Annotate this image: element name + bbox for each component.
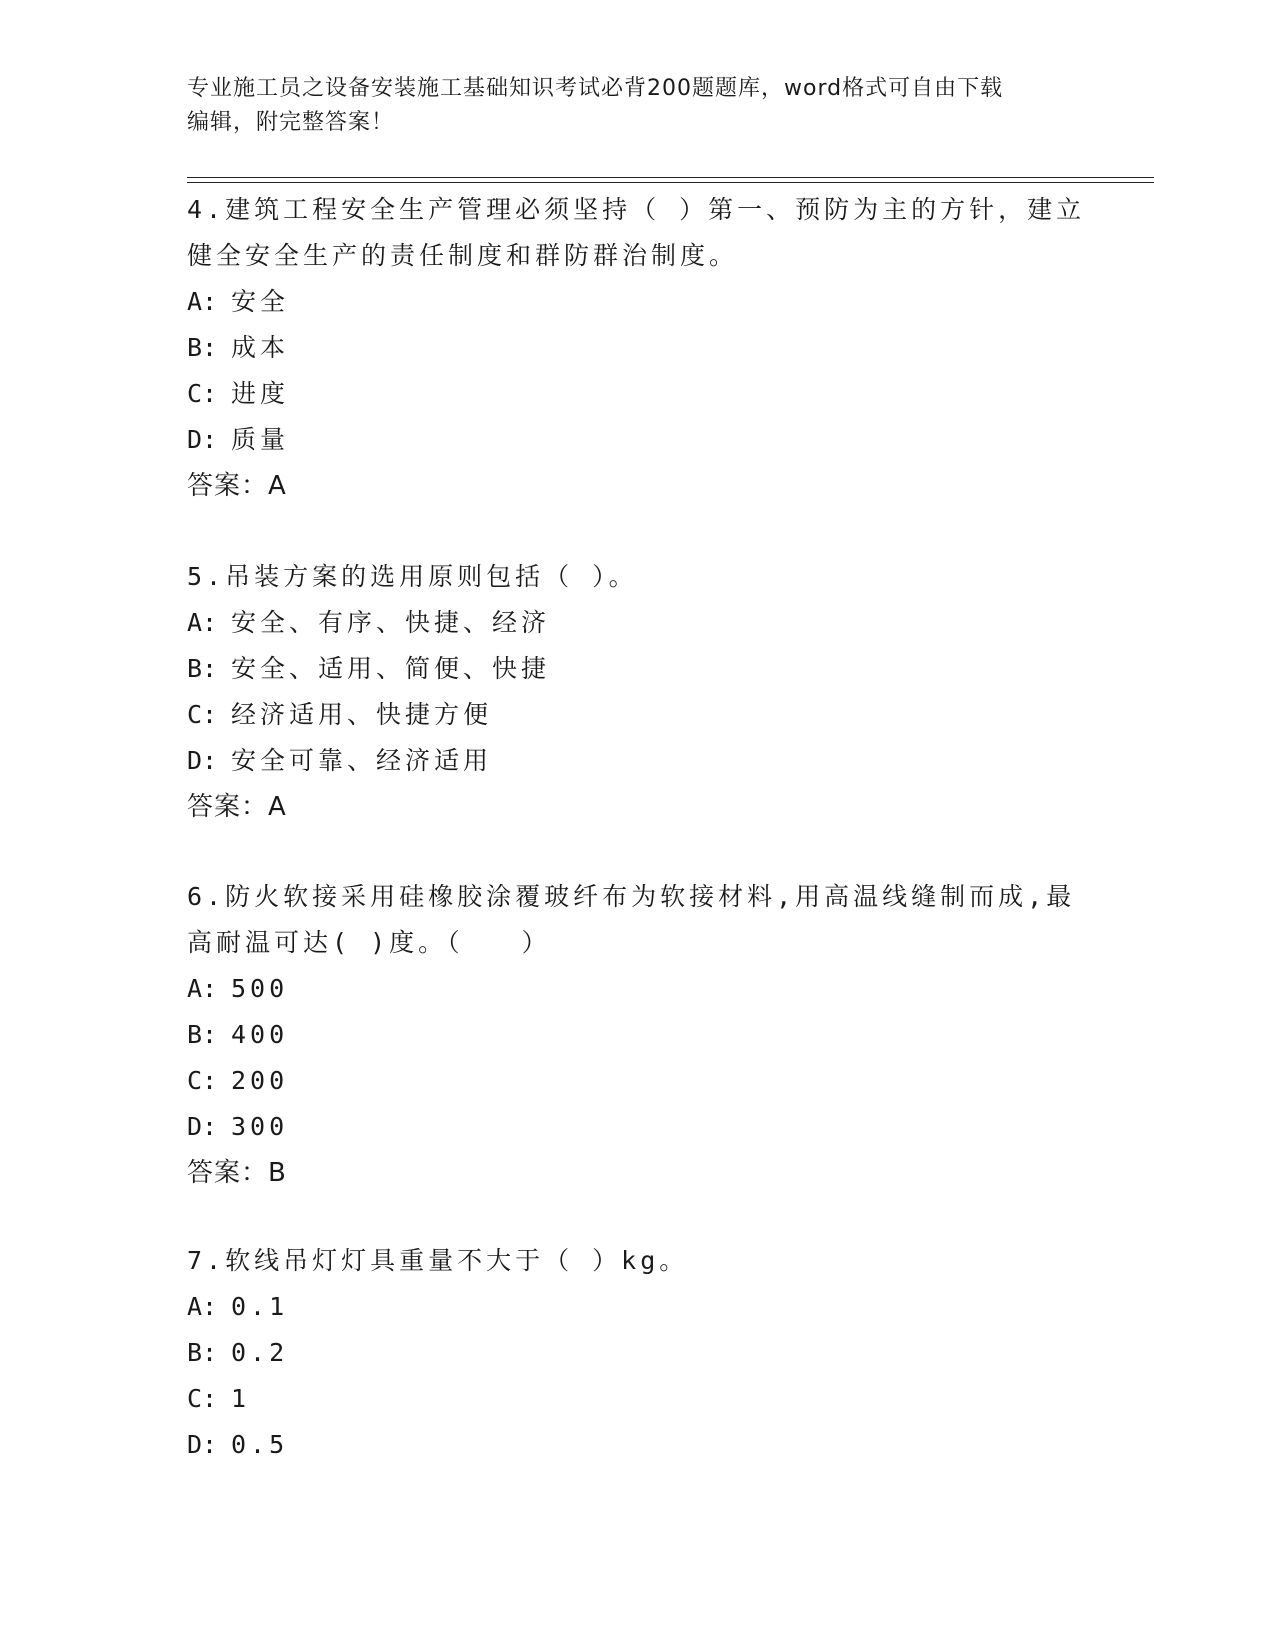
option-a: [187, 1284, 1087, 1330]
option-key: A:: [187, 287, 218, 316]
title-line-1: 专业施工员之设备安装施工基础知识考试必背200题题库，word格式可自由下载: [187, 76, 1004, 101]
question-stem-line: 7.软线吊灯灯具重量不大于（ ）kg。: [187, 1246, 689, 1275]
option-key: B:: [187, 654, 218, 683]
document-title: [187, 72, 1087, 140]
option-b: [187, 1330, 1087, 1376]
answer-label: 答案：A: [187, 471, 287, 501]
option-key: B:: [187, 333, 218, 362]
option-key: D:: [187, 1112, 218, 1141]
option-a: [187, 600, 1087, 646]
option-c: [187, 1376, 1087, 1422]
question-stem-line: 4.建筑工程安全生产管理必须坚持（ ）第一、预防为主的方针，建立: [187, 195, 1086, 224]
option-c: [187, 692, 1087, 738]
option-key: B:: [187, 1020, 218, 1049]
question-stem-line: 高耐温可达( )度。（ ）: [187, 928, 551, 957]
option-key: A:: [187, 608, 218, 637]
option-text: 进度: [231, 379, 290, 408]
option-text: 安全、适用、简便、快捷: [231, 654, 551, 683]
option-text: 0.2: [231, 1338, 289, 1367]
option-text: 0.1: [231, 1292, 289, 1321]
option-text: 经济适用、快捷方便: [231, 700, 493, 729]
question-stem-line: 健全安全生产的责任制度和群防群治制度。: [187, 241, 739, 270]
option-c: [187, 371, 1087, 417]
option-text: 500: [231, 974, 289, 1003]
option-key: A:: [187, 1292, 218, 1321]
option-text: 0.5: [231, 1430, 289, 1459]
option-key: A:: [187, 974, 218, 1003]
question-block-4: [187, 187, 1087, 509]
option-a: [187, 279, 1087, 325]
option-d: [187, 1422, 1087, 1468]
option-c: [187, 1058, 1087, 1104]
option-key: C:: [187, 379, 218, 408]
question-block-5: [187, 554, 1087, 830]
question-stem-line: 6.防火软接采用硅橡胶涂覆玻纤布为软接材料,用高温线缝制而成,最: [187, 882, 1076, 911]
option-d: [187, 1104, 1087, 1150]
option-key: C:: [187, 700, 218, 729]
question-stem-line: 5.吊装方案的选用原则包括（ ）。: [187, 562, 638, 591]
option-key: D:: [187, 1430, 218, 1459]
header-divider-bottom: [187, 182, 1154, 183]
title-line-2: 编辑，附完整答案！: [187, 110, 395, 135]
option-d: [187, 738, 1087, 784]
option-key: B:: [187, 1338, 218, 1367]
option-text: 成本: [231, 333, 290, 362]
option-a: [187, 966, 1087, 1012]
option-b: [187, 646, 1087, 692]
option-b: [187, 325, 1087, 371]
question-block-7: [187, 1238, 1087, 1468]
option-b: [187, 1012, 1087, 1058]
option-d: [187, 417, 1087, 463]
option-text: 质量: [231, 425, 290, 454]
question-block-6: [187, 874, 1087, 1196]
option-key: C:: [187, 1384, 218, 1413]
option-key: C:: [187, 1066, 218, 1095]
option-text: 安全、有序、快捷、经济: [231, 608, 551, 637]
option-text: 安全: [231, 287, 290, 316]
answer-label: 答案：B: [187, 1158, 287, 1188]
option-key: D:: [187, 425, 218, 454]
option-text: 200: [231, 1066, 289, 1095]
option-key: D:: [187, 746, 218, 775]
option-text: 300: [231, 1112, 289, 1141]
header-divider-top: [187, 177, 1154, 178]
option-text: 安全可靠、经济适用: [231, 746, 493, 775]
option-text: 1: [231, 1384, 251, 1413]
option-text: 400: [231, 1020, 289, 1049]
answer-label: 答案：A: [187, 792, 287, 822]
